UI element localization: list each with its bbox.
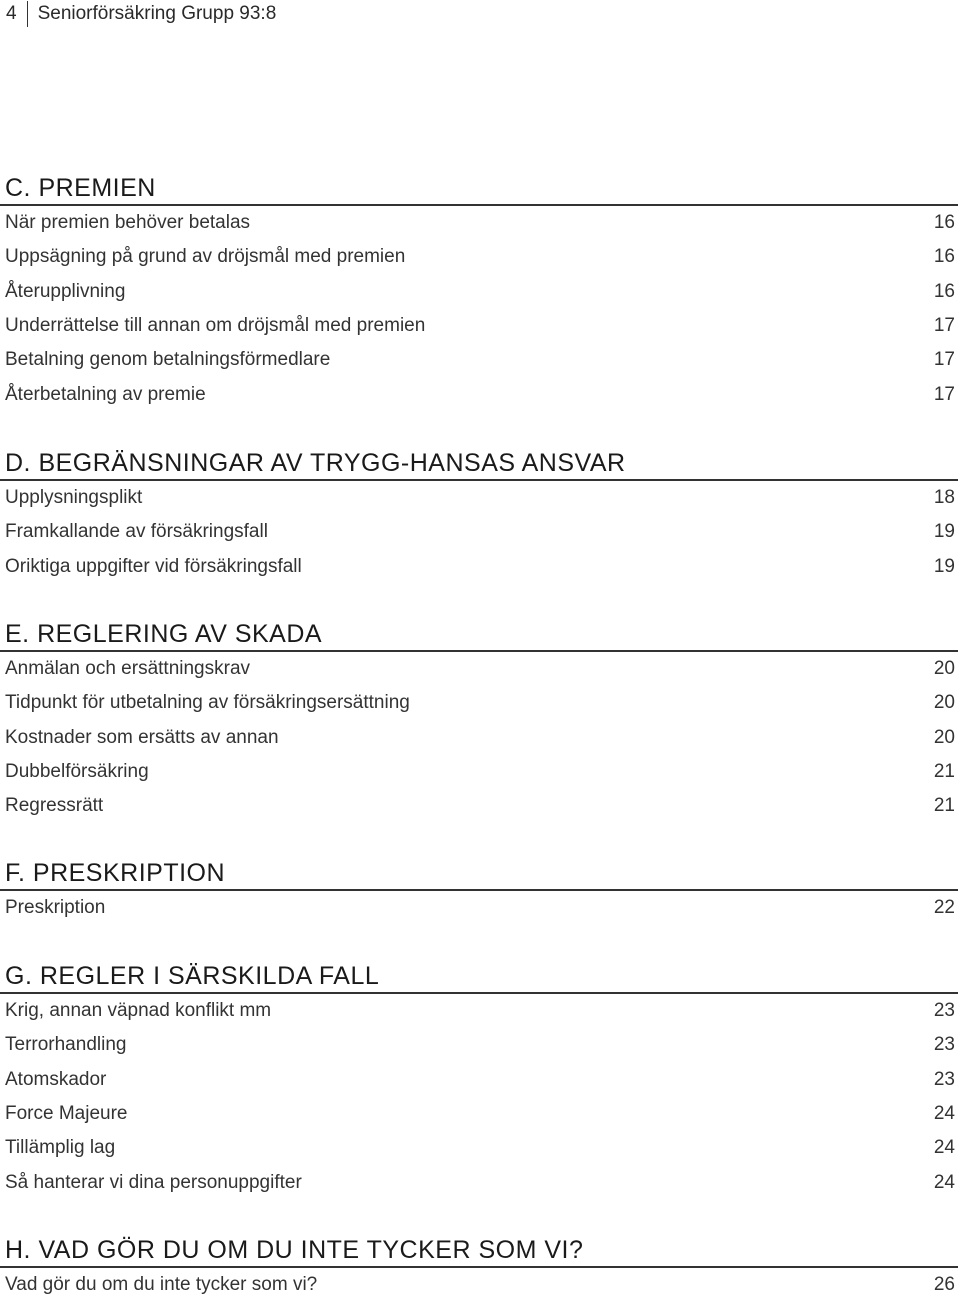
toc-entry-page: 23	[933, 1034, 955, 1056]
toc-entry-page: 21	[933, 761, 955, 783]
toc-entry-label: Återbetalning av premie	[5, 383, 206, 405]
toc-entry-page: 20	[933, 658, 955, 680]
toc-entry-label: När premien behöver betalas	[5, 212, 251, 234]
toc-entry-page: 24	[933, 1103, 955, 1125]
toc-entry-page: 24	[933, 1171, 955, 1193]
section-heading: E. REGLERING AV SKADA	[5, 620, 323, 648]
section-heading: F. PRESKRIPTION	[5, 859, 226, 887]
toc-entry-label: Terrorhandling	[5, 1034, 127, 1056]
toc-entry-page: 21	[933, 795, 955, 817]
toc-entry-label: Underrättelse till annan om dröjsmål med premien	[5, 315, 426, 337]
section-heading: C. PREMIEN	[5, 174, 156, 202]
toc-entry-page: 16	[933, 246, 955, 268]
toc-entry-label: Dubbelförsäkring	[5, 761, 149, 783]
toc-entry-label: Så hanterar vi dina personuppgifter	[5, 1171, 302, 1193]
toc-entry-page: 23	[933, 1000, 955, 1022]
toc-entry-page: 16	[933, 212, 955, 234]
running-header	[6, 0, 276, 28]
toc-entry[interactable]	[0, 789, 958, 823]
toc-entry-label: Tidpunkt för utbetalning av försäkringsersättning	[5, 692, 410, 714]
toc-entry-label: Oriktiga uppgifter vid försäkringsfall	[5, 555, 302, 577]
toc-section-g	[0, 961, 958, 1200]
toc-entry[interactable]	[0, 721, 958, 755]
toc-entry[interactable]	[0, 206, 958, 240]
toc-entry-page: 17	[933, 315, 955, 337]
header-divider	[27, 1, 28, 27]
toc-entry-label: Force Majeure	[5, 1103, 128, 1125]
toc-entry-label: Atomskador	[5, 1068, 107, 1090]
toc-entry-label: Tillämplig lag	[5, 1137, 116, 1159]
toc-entry-page: 23	[933, 1068, 955, 1090]
toc-entry[interactable]	[0, 240, 958, 274]
toc-section-e	[0, 619, 958, 823]
section-heading: H. VAD GÖR DU OM DU INTE TYCKER SOM VI?	[5, 1236, 584, 1264]
toc-entry-label: Vad gör du om du inte tycker som vi?	[5, 1274, 318, 1296]
toc-entry[interactable]	[0, 343, 958, 377]
toc-entry[interactable]	[0, 1028, 958, 1062]
toc-entry-page: 20	[933, 692, 955, 714]
toc-entry[interactable]	[0, 377, 958, 411]
toc-entry-label: Återupplivning	[5, 280, 126, 302]
toc-entry[interactable]	[0, 1165, 958, 1199]
toc-entry-page: 24	[933, 1137, 955, 1159]
toc-entry-page: 17	[933, 349, 955, 371]
toc-entry[interactable]	[0, 1131, 958, 1165]
toc-entry-label: Anmälan och ersättningskrav	[5, 658, 251, 680]
toc-entry-page: 19	[933, 555, 955, 577]
toc-entry[interactable]	[0, 686, 958, 720]
toc-entry-page: 18	[933, 487, 955, 509]
toc-entry[interactable]	[0, 515, 958, 549]
toc-entry[interactable]	[0, 481, 958, 515]
toc-entry[interactable]	[0, 994, 958, 1028]
document-title: Seniorförsäkring Grupp 93:8	[37, 3, 277, 24]
toc-entry[interactable]	[0, 1063, 958, 1097]
toc-entry-label: Krig, annan väpnad konflikt mm	[5, 1000, 272, 1022]
page-number: 4	[6, 3, 17, 24]
toc-entry-label: Uppsägning på grund av dröjsmål med premien	[5, 246, 406, 268]
toc-section-h	[0, 1235, 958, 1302]
toc-entry-page: 22	[933, 897, 955, 919]
toc-entry[interactable]	[0, 652, 958, 686]
toc-entry[interactable]	[0, 755, 958, 789]
toc-entry[interactable]	[0, 309, 958, 343]
toc-entry-label: Regressrätt	[5, 795, 104, 817]
toc-entry[interactable]	[0, 550, 958, 584]
toc-entry[interactable]	[0, 275, 958, 309]
toc-entry[interactable]	[0, 1268, 958, 1302]
toc-entry[interactable]	[0, 1097, 958, 1131]
toc-entry-label: Preskription	[5, 897, 106, 919]
toc-entry-label: Betalning genom betalningsförmedlare	[5, 349, 331, 371]
toc-entry-page: 19	[933, 521, 955, 543]
toc-entry-page: 16	[933, 280, 955, 302]
toc-entry-page: 26	[933, 1274, 955, 1296]
toc-section-f	[0, 858, 958, 925]
toc-entry-page: 17	[933, 383, 955, 405]
section-heading: G. REGLER I SÄRSKILDA FALL	[5, 962, 380, 990]
toc-entry-label: Kostnader som ersätts av annan	[5, 726, 279, 748]
section-heading: D. BEGRÄNSNINGAR AV TRYGG-HANSAS ANSVAR	[5, 449, 626, 477]
toc-section-c	[0, 173, 958, 412]
toc-entry-page: 20	[933, 726, 955, 748]
toc-entry[interactable]	[0, 891, 958, 925]
toc-entry-label: Upplysningsplikt	[5, 487, 143, 509]
toc-entry-label: Framkallande av försäkringsfall	[5, 521, 268, 543]
toc-section-d	[0, 448, 958, 584]
